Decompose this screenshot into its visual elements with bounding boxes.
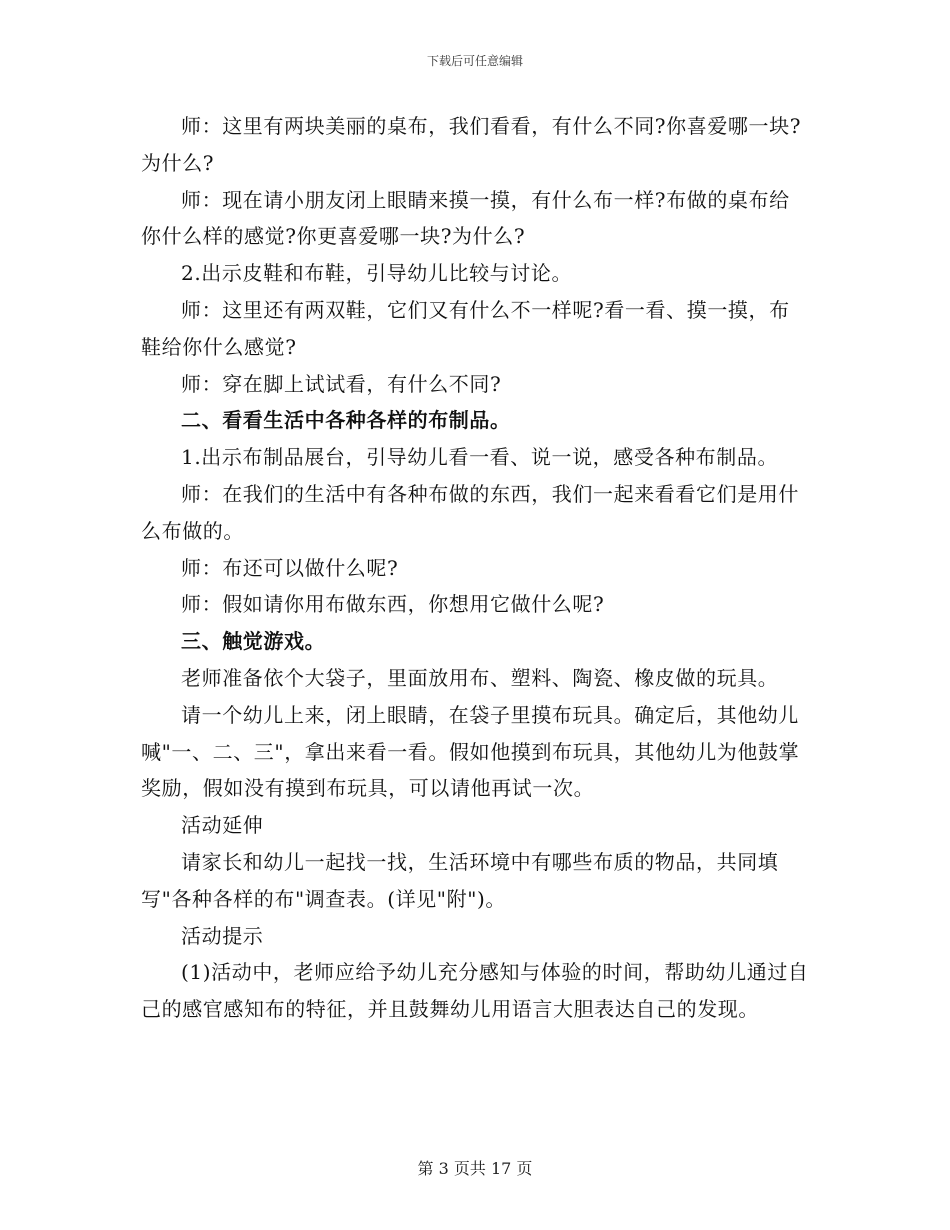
paragraph: 师：布还可以做什么呢? xyxy=(181,555,399,580)
paragraph: 1.出示布制品展台，引导幼儿看一看、说一说，感受各种布制品。 xyxy=(181,445,779,470)
paragraph: 请一个幼儿上来，闭上眼睛，在袋子里摸布玩具。确定后，其他幼儿喊"一、二、三"，拿出来看一看。假如他摸到布玩具，其他幼儿为他鼓掌奖励，假如没有摸到布玩具，可以请他再试一次。 xyxy=(141,702,800,801)
paragraph: 师：这里有两块美丽的桌布，我们看看，有什么不同?你喜爱哪一块?为什么? xyxy=(141,114,802,175)
section-heading: 三、触觉游戏。 xyxy=(181,629,326,654)
paragraph: 师：在我们的生活中有各种布做的东西，我们一起来看看它们是用什么布做的。 xyxy=(141,481,799,543)
paragraph: 活动延伸 xyxy=(181,813,264,838)
paragraph: 师：现在请小朋友闭上眼睛来摸一摸，有什么布一样?布做的桌布给你什么样的感觉?你更喜爱哪一块?为什么? xyxy=(141,187,790,249)
paragraph: 2.出示皮鞋和布鞋，引导幼儿比较与讨论。 xyxy=(181,261,573,286)
paragraph: 师：假如请你用布做东西，你想用它做什么呢? xyxy=(181,592,605,617)
paragraph: 请家长和幼儿一起找一找，生活环境中有哪些布质的物品，共同填写"各种各样的布"调查表。(详见"附")。 xyxy=(141,849,779,911)
paragraph: (1)活动中，老师应给予幼儿充分感知与体验的时间，帮助幼儿通过自己的感官感知布的特征，并且鼓舞幼儿用语言大胆表达自己的发现。 xyxy=(141,960,809,1022)
paragraph: 活动提示 xyxy=(181,923,264,948)
page-header: 下载后可任意编辑 xyxy=(426,54,523,68)
section-heading: 二、看看生活中各种各样的布制品。 xyxy=(181,408,511,433)
paragraph: 老师准备依个大袋子，里面放用布、塑料、陶瓷、橡皮做的玩具。 xyxy=(181,665,779,690)
page-footer: 第 3 页共 17 页 xyxy=(417,1159,533,1178)
paragraph: 师：穿在脚上试试看，有什么不同? xyxy=(181,371,502,396)
document-body xyxy=(141,108,809,1028)
paragraph: 师：这里还有两双鞋，它们又有什么不一样呢?看一看、摸一摸，布鞋给你什么感觉? xyxy=(141,297,790,359)
